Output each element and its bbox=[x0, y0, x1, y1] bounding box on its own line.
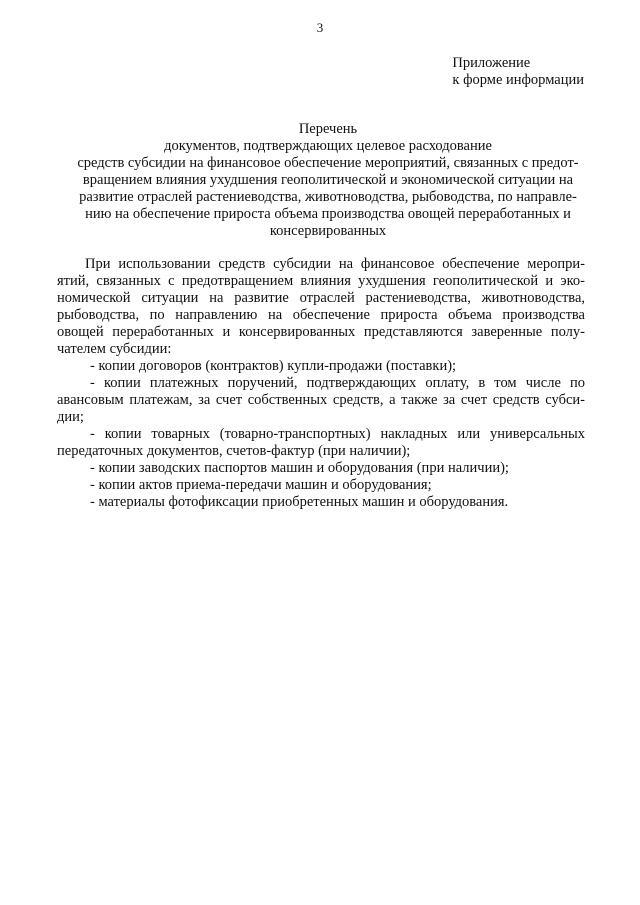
document-title bbox=[58, 121, 598, 240]
page-number: 3 bbox=[316, 20, 324, 35]
list-item-line: передаточных документов, счетов-фактур (при наличии); bbox=[57, 443, 411, 459]
intro-line: рыбоводства, по направлению на обеспечение прироста объема производства bbox=[57, 307, 585, 323]
appendix-line-2: к форме информации bbox=[452, 72, 584, 88]
intro-line: овощей переработанных и консервированных представляются заверенные полу- bbox=[57, 324, 585, 340]
title-heading: Перечень bbox=[298, 121, 358, 137]
title-line: развитие отраслей растениеводства, животноводства, рыбоводства, по направле- bbox=[79, 189, 577, 205]
list-item-line: - копии платежных поручений, подтверждающих оплату, в том числе по bbox=[90, 375, 585, 391]
appendix-caption bbox=[452, 55, 584, 89]
list-item bbox=[57, 460, 585, 477]
appendix-line-1: Приложение bbox=[452, 55, 531, 71]
list-item bbox=[57, 426, 585, 460]
title-line: средств субсидии на финансовое обеспечение мероприятий, связанных с предот- bbox=[77, 155, 579, 171]
intro-paragraph bbox=[57, 256, 585, 358]
list-item bbox=[57, 375, 585, 426]
list-item-line: - копии заводских паспортов машин и оборудования (при наличии); bbox=[90, 460, 509, 476]
title-line: документов, подтверждающих целевое расходование bbox=[164, 138, 492, 154]
list-item-line: - материалы фотофиксации приобретенных машин и оборудования. bbox=[90, 494, 509, 510]
intro-line: При использовании средств субсидии на финансовое обеспечение меропри- bbox=[85, 256, 585, 272]
list-item-line: - копии товарных (товарно-транспортных) накладных или универсальных bbox=[90, 426, 585, 442]
title-line: нию на обеспечение прироста объема производства овощей переработанных и bbox=[85, 206, 571, 222]
list-item bbox=[57, 358, 585, 375]
list-item-line: - копии актов приема-передачи машин и оборудования; bbox=[90, 477, 432, 493]
list-item-line: авансовым платежам, за счет собственных средств, а также за счет средств субси- bbox=[57, 392, 585, 408]
list-item-line: - копии договоров (контрактов) купли-продажи (поставки); bbox=[90, 358, 457, 374]
intro-line: номической ситуации на развитие отраслей растениеводства, животноводства, bbox=[57, 290, 585, 306]
intro-line: чателем субсидии: bbox=[57, 341, 172, 357]
title-line: консервированных bbox=[269, 223, 387, 239]
document-body bbox=[57, 256, 585, 511]
intro-line: ятий, связанных с предотвращением влияния ухудшения геополитической и эко- bbox=[57, 273, 585, 289]
documents-list bbox=[57, 358, 585, 511]
title-line: вращением влияния ухудшения геополитической и экономической ситуации на bbox=[82, 172, 574, 188]
list-item bbox=[57, 477, 585, 494]
list-item bbox=[57, 494, 585, 511]
list-item-line: дии; bbox=[57, 409, 84, 425]
